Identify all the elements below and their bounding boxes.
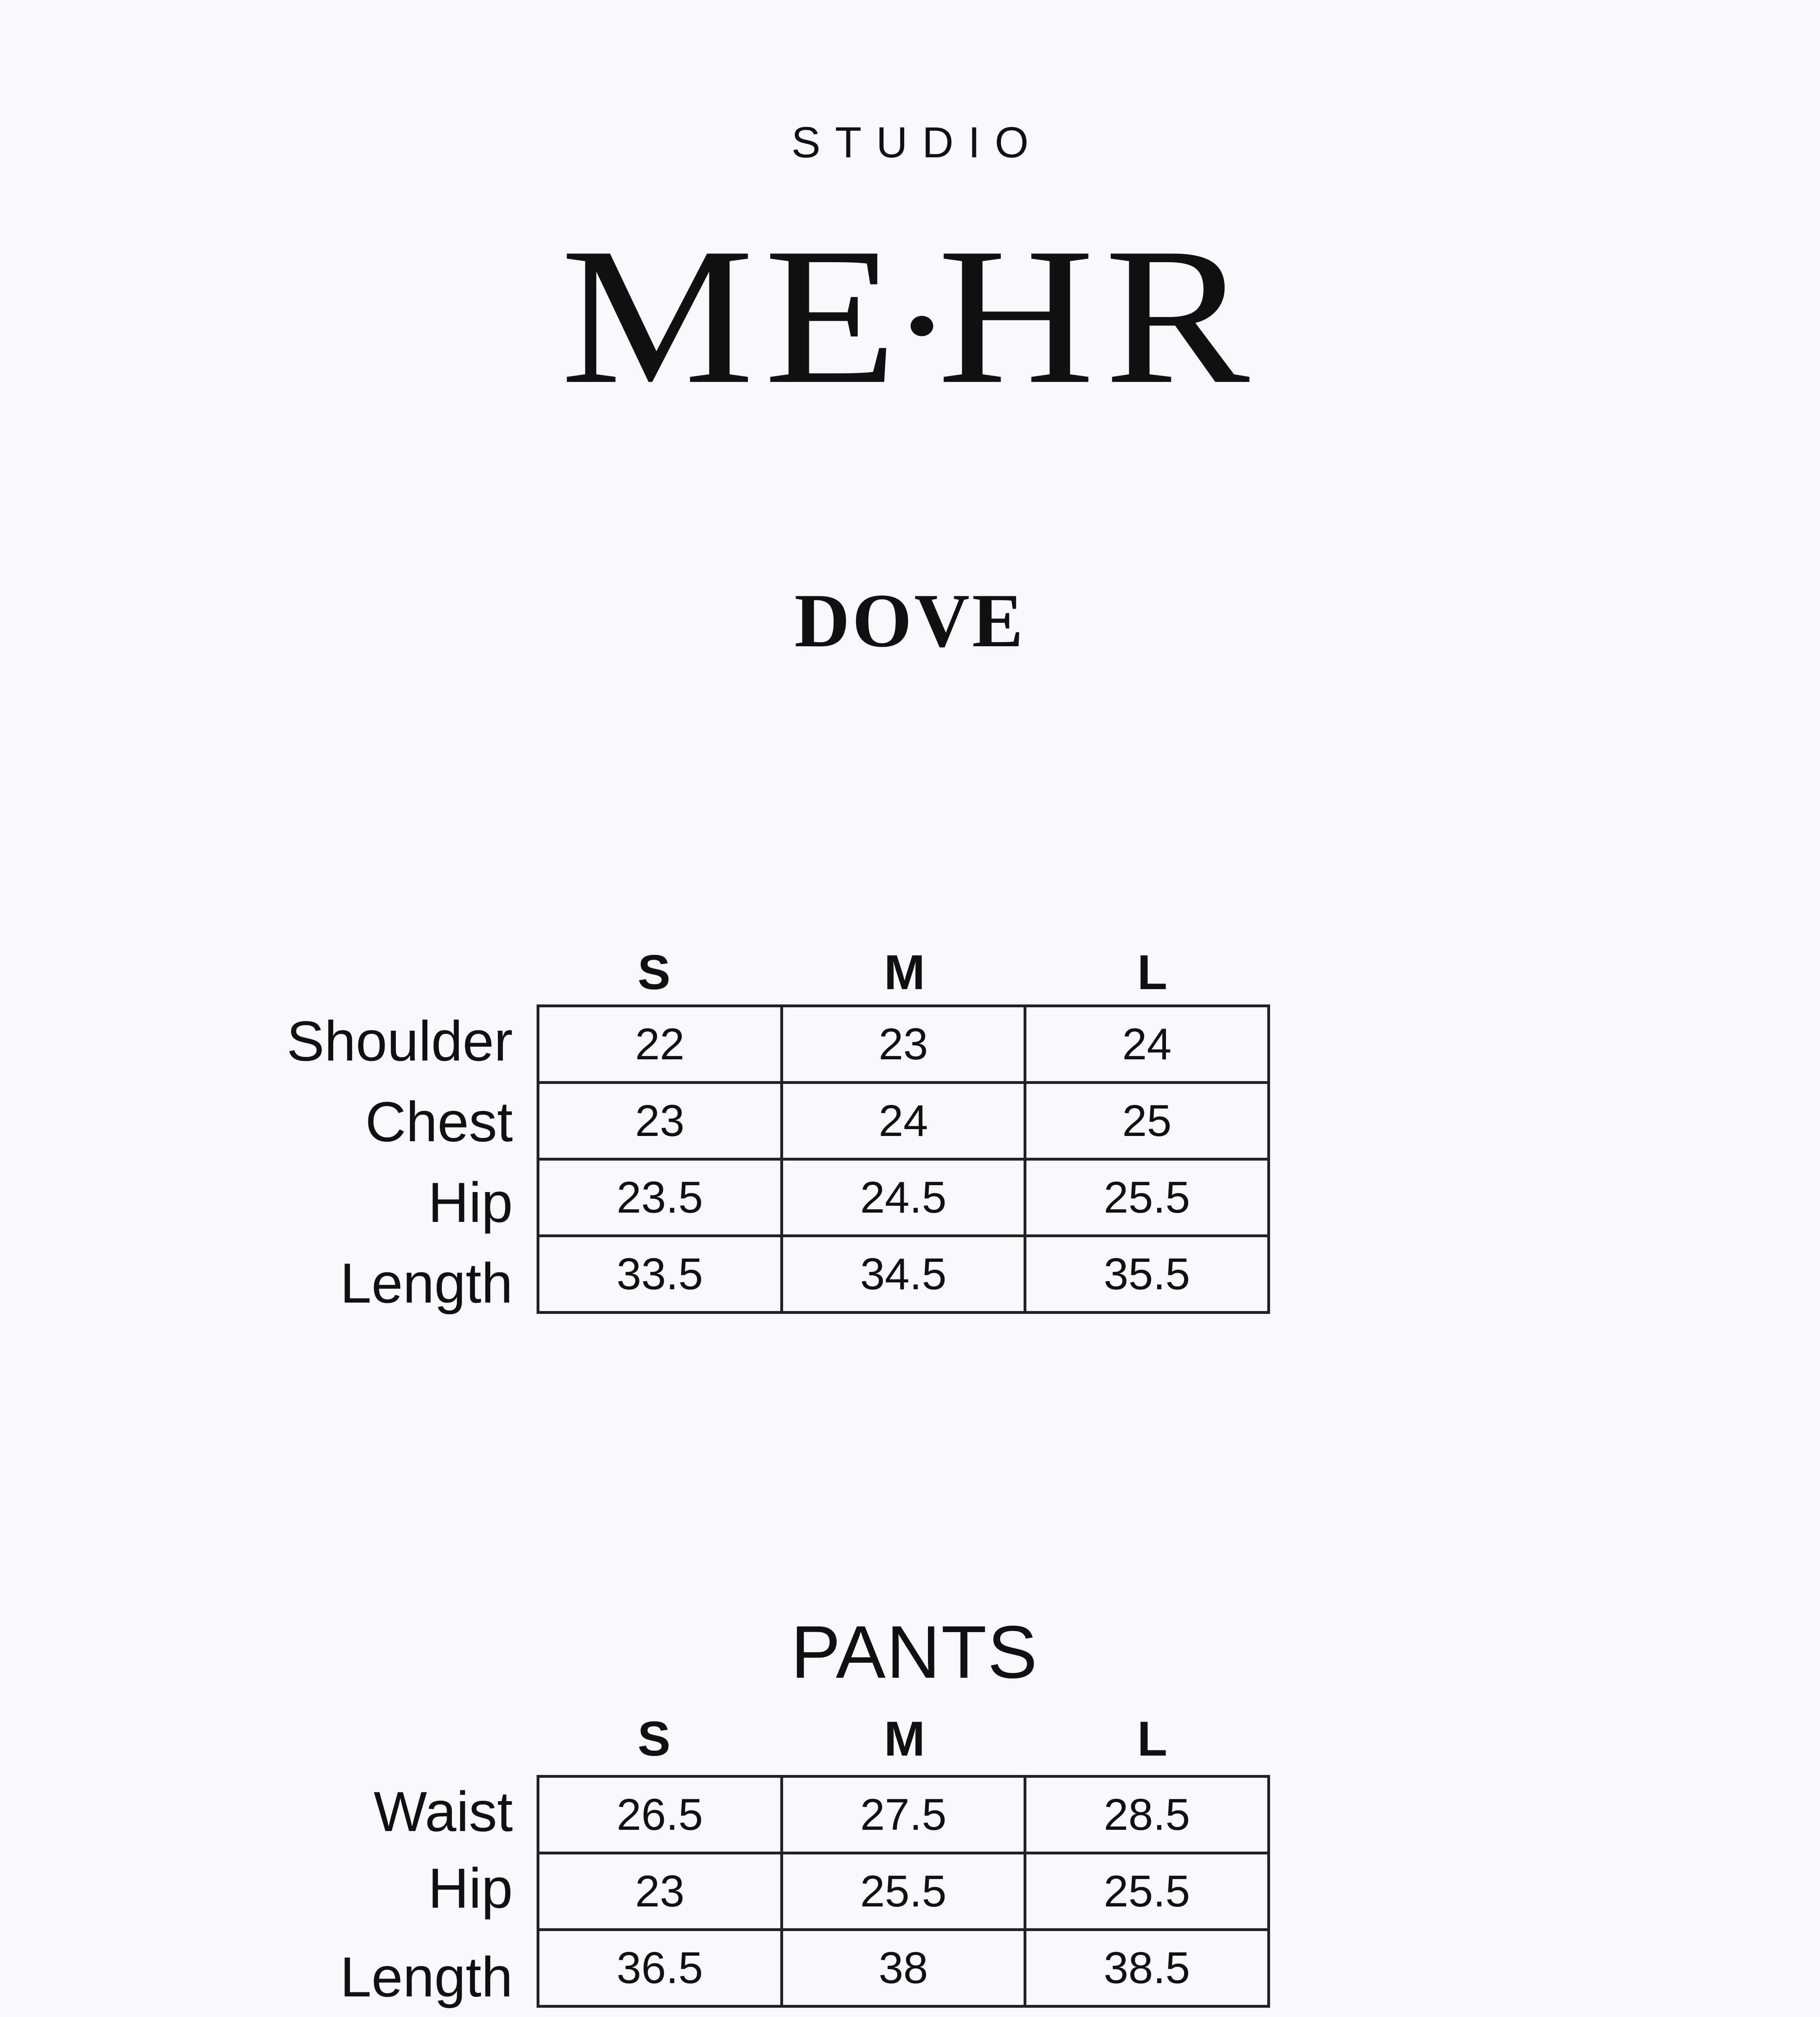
logo-letter: R xyxy=(1104,207,1260,425)
brand-tagline: STUDIO xyxy=(791,118,1043,167)
pants-size-table xyxy=(537,1775,1270,2008)
table-cell: 38.5 xyxy=(1025,1930,1269,2007)
row-label-chest: Chest xyxy=(365,1090,513,1153)
table-cell: 25.5 xyxy=(1025,1159,1269,1236)
table-cell: 24 xyxy=(781,1083,1025,1159)
size-header-s: S xyxy=(637,945,671,1000)
table-row xyxy=(538,1853,1269,1930)
table-row xyxy=(538,1006,1269,1083)
table-row xyxy=(538,1236,1269,1313)
table-cell: 23 xyxy=(781,1006,1025,1083)
size-header-m: M xyxy=(884,1711,925,1766)
row-label-length: Length xyxy=(340,1251,513,1315)
table-cell: 27.5 xyxy=(781,1777,1025,1853)
table-cell: 24 xyxy=(1025,1006,1269,1083)
table-cell: 26.5 xyxy=(538,1777,782,1853)
table-row xyxy=(538,1083,1269,1159)
size-header-s: S xyxy=(637,1711,671,1766)
logo-letter: H xyxy=(937,207,1105,425)
table-cell: 34.5 xyxy=(781,1236,1025,1313)
row-label-hip: Hip xyxy=(428,1856,513,1920)
product-title: DOVE xyxy=(794,578,1026,663)
table-cell: 25 xyxy=(1025,1083,1269,1159)
pants-title: PANTS xyxy=(791,1611,1039,1694)
table-cell: 23 xyxy=(538,1853,782,1930)
logo-letter: M xyxy=(560,207,764,425)
table-row xyxy=(538,1930,1269,2007)
brand-logo xyxy=(0,207,1820,425)
row-label-length: Length xyxy=(340,1945,513,2009)
table-cell: 23.5 xyxy=(538,1159,782,1236)
row-label-shoulder: Shoulder xyxy=(286,1009,513,1073)
top-size-table xyxy=(537,1004,1270,1314)
table-cell: 33.5 xyxy=(538,1236,782,1313)
table-row xyxy=(538,1777,1269,1853)
table-cell: 23 xyxy=(538,1083,782,1159)
table-cell: 25.5 xyxy=(781,1853,1025,1930)
logo-letter: E xyxy=(764,207,907,425)
table-cell: 25.5 xyxy=(1025,1853,1269,1930)
table-cell: 35.5 xyxy=(1025,1236,1269,1313)
table-row xyxy=(538,1159,1269,1236)
size-header-l: L xyxy=(1137,1711,1168,1766)
size-header-l: L xyxy=(1137,945,1168,1000)
table-cell: 28.5 xyxy=(1025,1777,1269,1853)
row-label-waist: Waist xyxy=(374,1780,513,1843)
logo-dot xyxy=(911,316,933,336)
table-cell: 24.5 xyxy=(781,1159,1025,1236)
table-cell: 22 xyxy=(538,1006,782,1083)
size-header-m: M xyxy=(884,945,925,1000)
row-label-hip: Hip xyxy=(428,1171,513,1234)
table-cell: 36.5 xyxy=(538,1930,782,2007)
table-cell: 38 xyxy=(781,1930,1025,2007)
